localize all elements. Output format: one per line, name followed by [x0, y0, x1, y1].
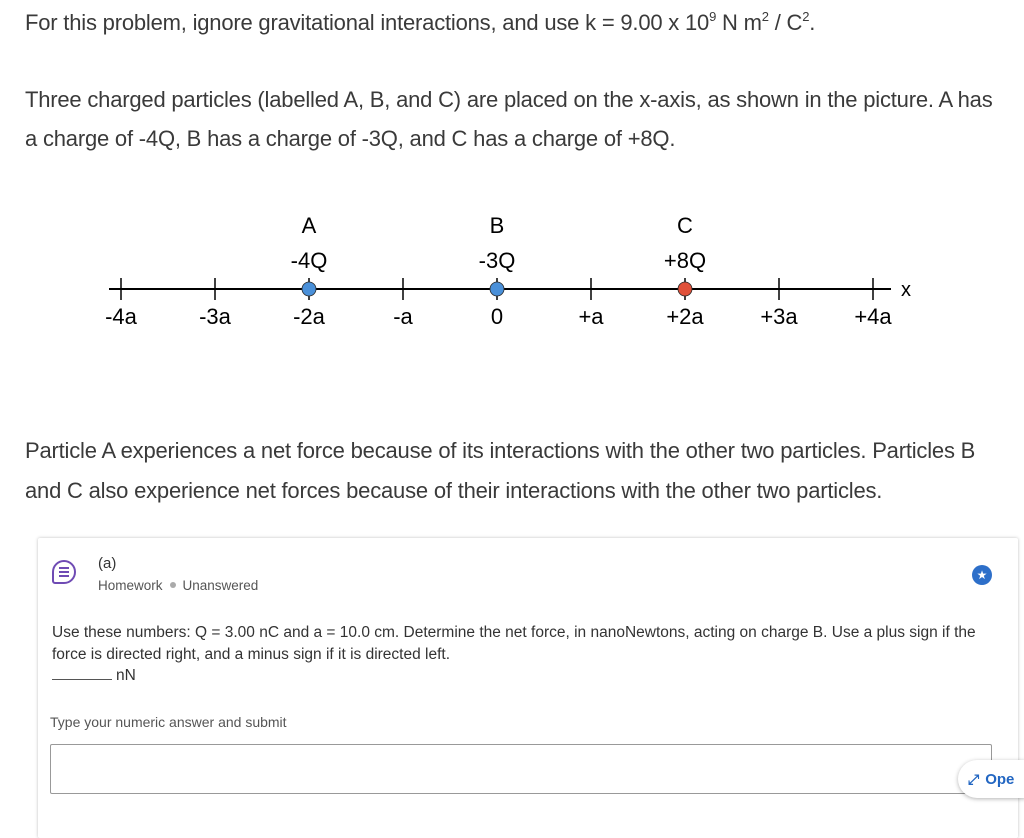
particle-name: C	[677, 213, 693, 238]
tick-label: +2a	[666, 304, 704, 329]
net-force-text: Particle A experiences a net force because of its interactions with the other two particles. Particles B and C also experience net forces because of their interactions with the other two particles.	[25, 438, 976, 503]
category-label: Homework	[98, 578, 163, 593]
x-axis-label: x	[901, 279, 911, 301]
input-label: Type your numeric answer and submit	[50, 714, 287, 730]
charge-diagram	[0, 190, 1024, 340]
question-meta	[98, 578, 258, 593]
open-label: Ope	[985, 770, 1015, 788]
particle-charge: -3Q	[478, 248, 516, 273]
status-label: Unanswered	[182, 578, 259, 593]
tick-label: -a	[393, 304, 413, 329]
problem-description: Three charged particles (labelled A, B, and C) are placed on the x-axis, as shown in the picture. A has a charge of -4Q, B has a charge of -3Q, and C has a charge of +8Q.	[25, 87, 993, 151]
question-text: Use these numbers: Q = 3.00 nC and a = 10.0 cm. Determine the net force, in nanoNewtons, acting on charge B. Use a plus sign if the force is directed right, and a minus sign if it is directed left.	[52, 624, 976, 663]
tick-label: -2a	[293, 304, 325, 329]
question-card	[38, 538, 1018, 838]
tick-label: +3a	[760, 304, 798, 329]
particle-name: A	[301, 213, 317, 238]
tick-label: +4a	[854, 304, 892, 329]
answer-input[interactable]	[50, 744, 992, 794]
unit-label: nN	[116, 667, 136, 684]
particle-marker	[302, 282, 316, 296]
problem-intro: For this problem, ignore gravitational interactions, and use k = 9.00 x $10^9$ N $m^2 / C^2$.	[25, 9, 816, 35]
particle-charge: -4Q	[290, 248, 328, 273]
separator-dot	[170, 582, 176, 588]
tick-label: -4a	[105, 304, 137, 329]
open-button[interactable]	[958, 760, 1024, 798]
answer-unit-line	[52, 667, 136, 685]
part-label: (a)	[98, 555, 117, 572]
tick-label: -3a	[199, 304, 231, 329]
particle-charge: +8Q	[663, 248, 707, 273]
star-icon[interactable]: ★	[972, 565, 992, 585]
question-type-icon	[52, 560, 76, 584]
particle-name: B	[489, 213, 505, 238]
particle-marker	[490, 282, 504, 296]
expand-icon: ⤢	[968, 770, 980, 787]
particle-marker	[678, 282, 692, 296]
tick-label: 0	[490, 304, 504, 329]
answer-blank	[52, 679, 112, 680]
tick-label: +a	[578, 304, 604, 329]
